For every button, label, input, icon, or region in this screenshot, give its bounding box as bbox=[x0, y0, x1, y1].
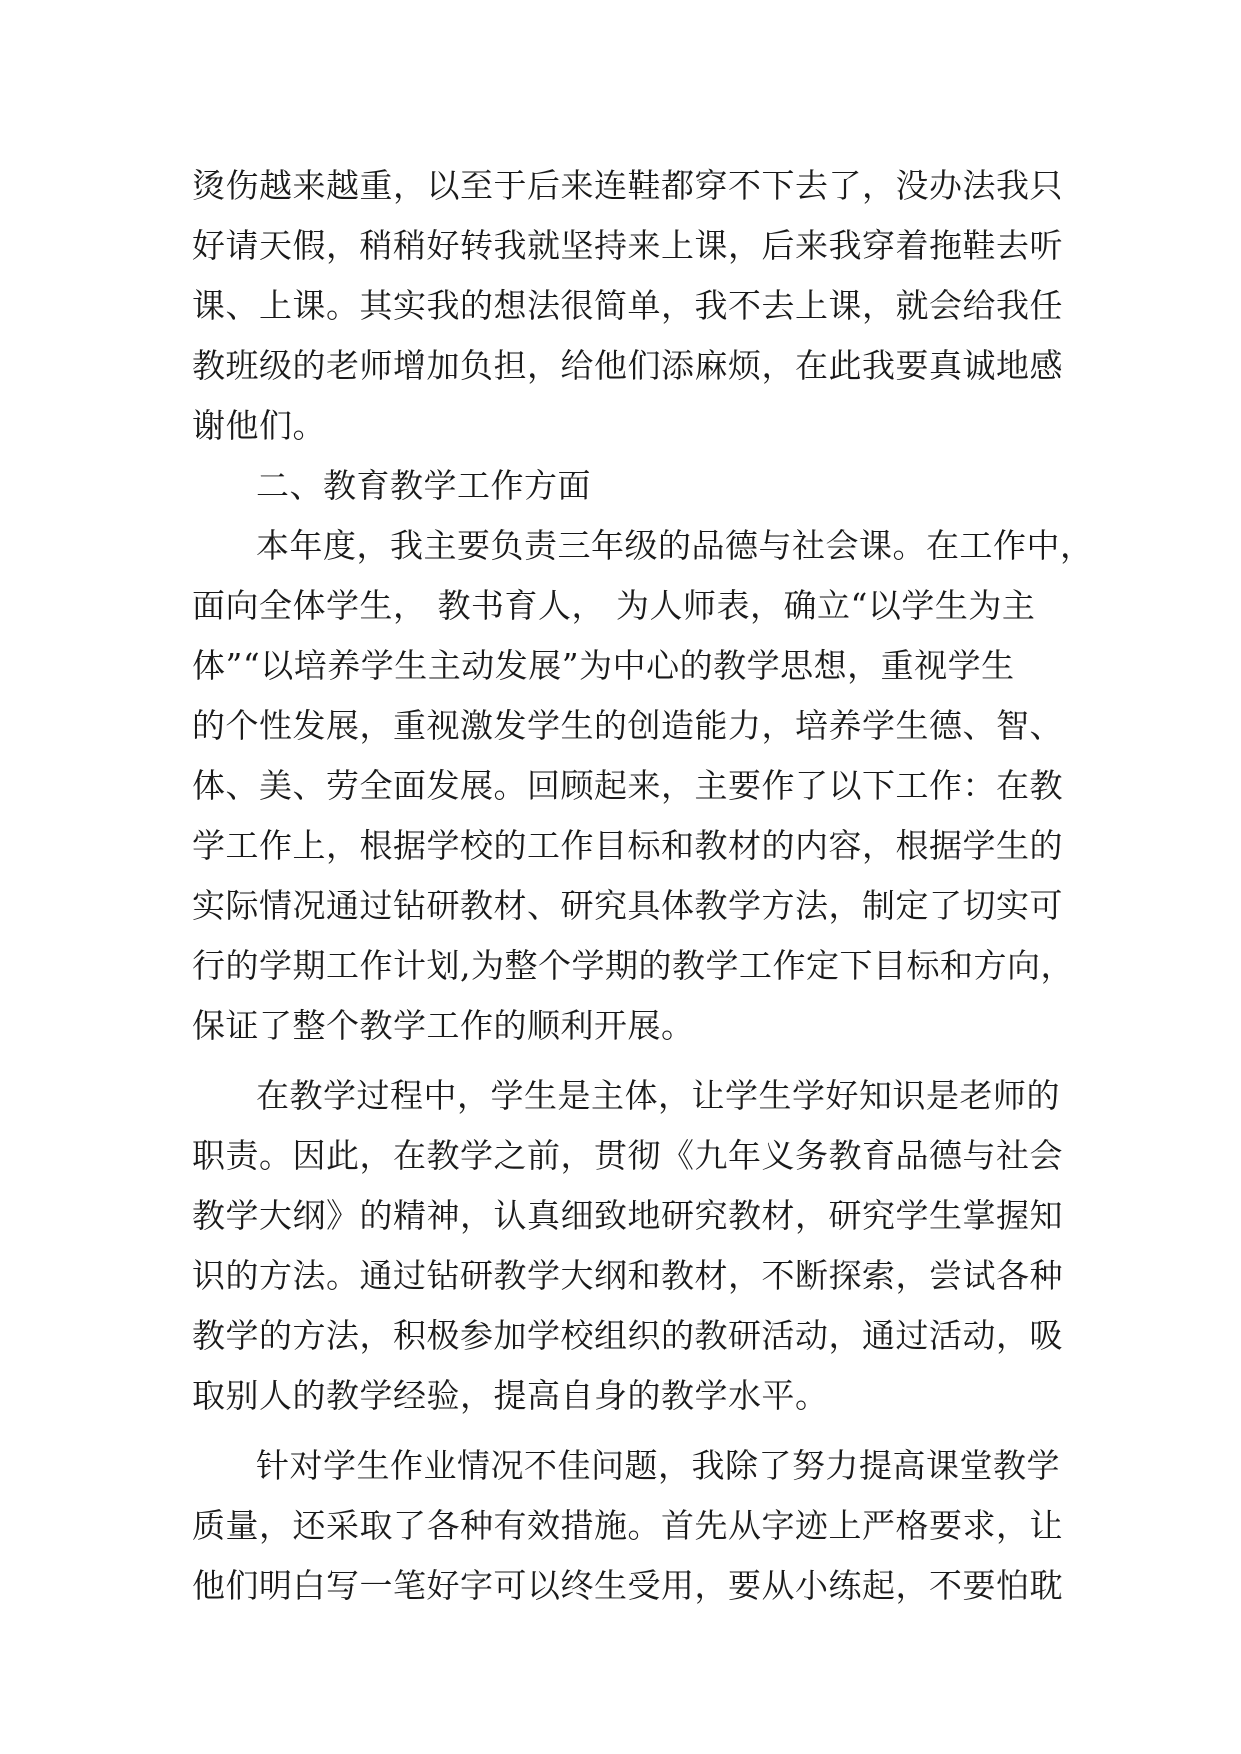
text-line: 教学的方法，积极参加学校组织的教研活动，通过活动，吸 bbox=[192, 1316, 1063, 1355]
text-line: 他们明白写一笔好字可以终生受用，要从小练起，不要怕耽 bbox=[192, 1566, 1063, 1605]
text-line: 谢他们。 bbox=[192, 406, 326, 445]
text-line: 面向全体学生， 教书育人， 为人师表，确立“以学生为主 bbox=[192, 586, 1036, 625]
text-line: 识的方法。通过钻研教学大纲和教材，不断探索，尝试各种 bbox=[192, 1256, 1063, 1295]
text-line: 好请天假，稍稍好转我就坚持来上课，后来我穿着拖鞋去听 bbox=[192, 226, 1063, 265]
text-line: 教学大纲》的精神，认真细致地研究教材，研究学生掌握知 bbox=[192, 1196, 1063, 1235]
text-line: 体”“以培养学生主动发展”为中心的教学思想，重视学生 bbox=[192, 646, 1015, 685]
text-line: 的个性发展，重视激发学生的创造能力，培养学生德、智、 bbox=[192, 706, 1063, 745]
text-line: 行的学期工作计划,为整个学期的教学工作定下目标和方向， bbox=[192, 946, 1074, 985]
text-line: 本年度，我主要负责三年级的品德与社会课。在工作中， bbox=[256, 526, 1094, 565]
text-line: 体、美、劳全面发展。回顾起来，主要作了以下工作：在教 bbox=[192, 766, 1063, 805]
text-line: 教班级的老师增加负担，给他们添麻烦，在此我要真诚地感 bbox=[192, 346, 1063, 385]
text-line: 职责。因此，在教学之前，贯彻《九年义务教育品德与社会 bbox=[192, 1136, 1063, 1175]
text-line: 课、上课。其实我的想法很简单，我不去上课，就会给我任 bbox=[192, 286, 1063, 325]
text-line: 取别人的教学经验，提高自身的教学水平。 bbox=[192, 1376, 829, 1415]
text-line: 保证了整个教学工作的顺利开展。 bbox=[192, 1006, 695, 1045]
section-heading: 二、教育教学工作方面 bbox=[256, 466, 591, 505]
text-line: 实际情况通过钻研教材、研究具体教学方法，制定了切实可 bbox=[192, 886, 1063, 925]
text-line: 烫伤越来越重，以至于后来连鞋都穿不下去了，没办法我只 bbox=[192, 166, 1063, 205]
text-line: 针对学生作业情况不佳问题，我除了努力提高课堂教学 bbox=[256, 1446, 1060, 1485]
text-line: 质量，还采取了各种有效措施。首先从字迹上严格要求，让 bbox=[192, 1506, 1063, 1545]
text-line: 学工作上，根据学校的工作目标和教材的内容，根据学生的 bbox=[192, 826, 1063, 865]
text-line: 在教学过程中，学生是主体，让学生学好知识是老师的 bbox=[256, 1076, 1060, 1115]
